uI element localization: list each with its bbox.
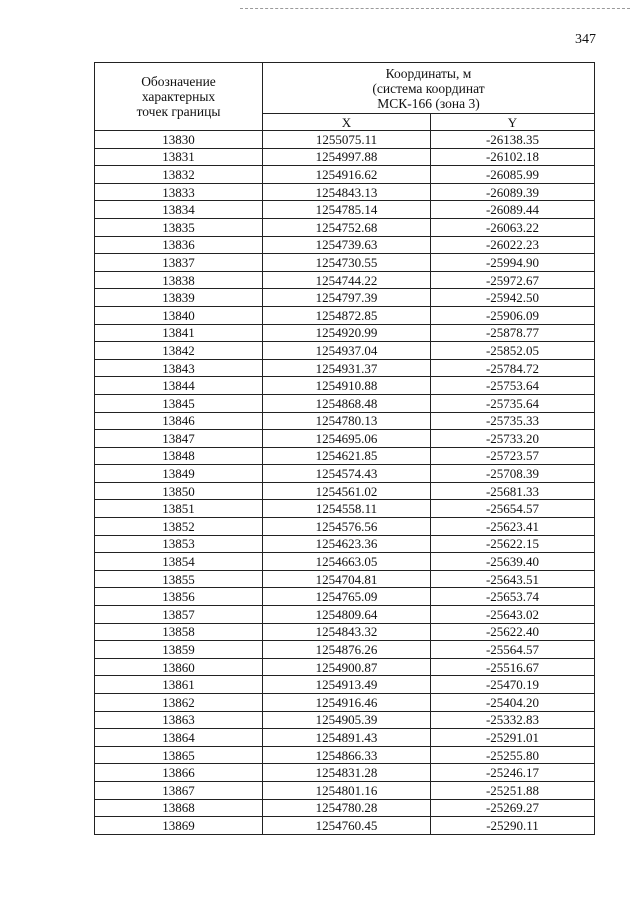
- y-coordinate-cell: -25516.67: [431, 658, 595, 676]
- x-coordinate-cell: 1254574.43: [263, 465, 431, 483]
- table-row: [95, 342, 595, 360]
- x-coordinate-cell: 1254866.33: [263, 746, 431, 764]
- table-row: [95, 236, 595, 254]
- table-row: [95, 817, 595, 835]
- point-id-header-line: точек границы: [136, 104, 221, 119]
- y-coordinate-cell: -25994.90: [431, 254, 595, 272]
- x-coordinate-cell: 1254876.26: [263, 641, 431, 659]
- y-coordinate-cell: -25784.72: [431, 359, 595, 377]
- x-coordinate-cell: 1254920.99: [263, 324, 431, 342]
- point-id-cell: 13832: [95, 166, 263, 184]
- point-id-cell: 13864: [95, 729, 263, 747]
- x-coordinate-cell: 1254785.14: [263, 201, 431, 219]
- table-row: [95, 588, 595, 606]
- header-row-top: [95, 63, 595, 114]
- y-coordinate-cell: -26102.18: [431, 148, 595, 166]
- table-row: [95, 711, 595, 729]
- y-coordinate-cell: -25622.40: [431, 623, 595, 641]
- point-id-cell: 13857: [95, 606, 263, 624]
- point-id-cell: 13844: [95, 377, 263, 395]
- point-id-cell: 13840: [95, 306, 263, 324]
- point-id-cell: 13868: [95, 799, 263, 817]
- point-id-cell: 13835: [95, 218, 263, 236]
- y-coordinate-cell: -25255.80: [431, 746, 595, 764]
- y-coordinate-cell: -25622.15: [431, 535, 595, 553]
- y-coordinate-cell: -25878.77: [431, 324, 595, 342]
- x-coordinate-cell: 1254780.28: [263, 799, 431, 817]
- point-id-cell: 13833: [95, 183, 263, 201]
- coordinates-header-line: Координаты, м: [385, 65, 472, 81]
- x-coordinate-cell: 1254913.49: [263, 676, 431, 694]
- y-coordinate-cell: -26022.23: [431, 236, 595, 254]
- y-coordinate-cell: -25653.74: [431, 588, 595, 606]
- point-id-cell: 13867: [95, 781, 263, 799]
- point-id-cell: 13866: [95, 764, 263, 782]
- y-coordinate-cell: -25290.11: [431, 817, 595, 835]
- table-row: [95, 254, 595, 272]
- y-coordinate-cell: -25623.41: [431, 518, 595, 536]
- x-coordinate-cell: 1254561.02: [263, 482, 431, 500]
- table-row: [95, 218, 595, 236]
- y-coordinate-cell: -25643.02: [431, 606, 595, 624]
- y-coordinate-cell: -26063.22: [431, 218, 595, 236]
- point-id-cell: 13852: [95, 518, 263, 536]
- x-coordinate-cell: 1255075.11: [263, 131, 431, 149]
- x-coordinate-cell: 1254868.48: [263, 394, 431, 412]
- point-id-header: [95, 63, 263, 131]
- y-coordinate-cell: -25654.57: [431, 500, 595, 518]
- table-row: [95, 799, 595, 817]
- point-id-cell: 13850: [95, 482, 263, 500]
- point-id-cell: 13863: [95, 711, 263, 729]
- x-coordinate-cell: 1254891.43: [263, 729, 431, 747]
- table-row: [95, 324, 595, 342]
- y-coordinate-cell: -25942.50: [431, 289, 595, 307]
- x-coordinate-cell: 1254744.22: [263, 271, 431, 289]
- y-coordinate-cell: -25564.57: [431, 641, 595, 659]
- y-coordinate-cell: -25735.64: [431, 394, 595, 412]
- table-row: [95, 518, 595, 536]
- table-row: [95, 729, 595, 747]
- table-row: [95, 271, 595, 289]
- point-id-cell: 13856: [95, 588, 263, 606]
- table-row: [95, 465, 595, 483]
- point-id-cell: 13831: [95, 148, 263, 166]
- point-id-cell: 13845: [95, 394, 263, 412]
- table-row: [95, 694, 595, 712]
- table-row: [95, 289, 595, 307]
- x-coordinate-cell: 1254797.39: [263, 289, 431, 307]
- x-coordinate-cell: 1254730.55: [263, 254, 431, 272]
- table-row: [95, 623, 595, 641]
- coordinates-header-line: (система координат: [372, 80, 485, 96]
- y-coordinate-cell: -25972.67: [431, 271, 595, 289]
- point-id-cell: 13846: [95, 412, 263, 430]
- table-row: [95, 535, 595, 553]
- point-id-cell: 13865: [95, 746, 263, 764]
- y-coordinate-cell: -25639.40: [431, 553, 595, 571]
- point-id-cell: 13862: [95, 694, 263, 712]
- x-coordinate-cell: 1254704.81: [263, 570, 431, 588]
- x-coordinate-cell: 1254872.85: [263, 306, 431, 324]
- x-coordinate-cell: 1254623.36: [263, 535, 431, 553]
- point-id-cell: 13839: [95, 289, 263, 307]
- x-coordinate-cell: 1254801.16: [263, 781, 431, 799]
- y-coordinate-cell: -25735.33: [431, 412, 595, 430]
- y-coordinate-cell: -25251.88: [431, 781, 595, 799]
- x-coordinate-cell: 1254780.13: [263, 412, 431, 430]
- table-row: [95, 676, 595, 694]
- table-row: [95, 606, 595, 624]
- x-coordinate-cell: 1254910.88: [263, 377, 431, 395]
- scan-top-rule: [240, 8, 630, 9]
- table-row: [95, 641, 595, 659]
- x-coordinate-cell: 1254739.63: [263, 236, 431, 254]
- coordinates-header: [263, 63, 595, 114]
- y-coordinate-cell: -25753.64: [431, 377, 595, 395]
- table-row: [95, 658, 595, 676]
- y-coordinate-cell: -26085.99: [431, 166, 595, 184]
- table-row: [95, 764, 595, 782]
- table-row: [95, 553, 595, 571]
- point-id-cell: 13841: [95, 324, 263, 342]
- y-coordinate-cell: -25733.20: [431, 430, 595, 448]
- point-id-cell: 13847: [95, 430, 263, 448]
- x-coordinate-cell: 1254937.04: [263, 342, 431, 360]
- y-coordinate-cell: -26089.39: [431, 183, 595, 201]
- x-coordinate-cell: 1254760.45: [263, 817, 431, 835]
- y-coordinate-cell: -25723.57: [431, 447, 595, 465]
- table-row: [95, 394, 595, 412]
- point-id-cell: 13834: [95, 201, 263, 219]
- y-coordinate-cell: -26138.35: [431, 131, 595, 149]
- table-row: [95, 412, 595, 430]
- table-row: [95, 570, 595, 588]
- point-id-cell: 13860: [95, 658, 263, 676]
- coordinates-table: [94, 62, 595, 835]
- x-coordinate-cell: 1254916.62: [263, 166, 431, 184]
- table-row: [95, 183, 595, 201]
- point-id-header-line: характерных: [141, 89, 216, 104]
- point-id-cell: 13848: [95, 447, 263, 465]
- table-row: [95, 166, 595, 184]
- point-id-cell: 13849: [95, 465, 263, 483]
- x-coordinate-cell: 1254663.05: [263, 553, 431, 571]
- y-coordinate-cell: -25404.20: [431, 694, 595, 712]
- x-coordinate-cell: 1254997.88: [263, 148, 431, 166]
- table-row: [95, 377, 595, 395]
- y-coordinate-cell: -25470.19: [431, 676, 595, 694]
- y-coordinate-cell: -25269.27: [431, 799, 595, 817]
- x-coordinate-cell: 1254558.11: [263, 500, 431, 518]
- point-id-cell: 13869: [95, 817, 263, 835]
- table-row: [95, 359, 595, 377]
- point-id-cell: 13859: [95, 641, 263, 659]
- table-row: [95, 500, 595, 518]
- point-id-cell: 13837: [95, 254, 263, 272]
- x-coordinate-cell: 1254621.85: [263, 447, 431, 465]
- coordinates-header-line: МСК-166 (зона 3): [377, 95, 480, 111]
- point-id-cell: 13830: [95, 131, 263, 149]
- point-id-cell: 13861: [95, 676, 263, 694]
- y-coordinate-cell: -25246.17: [431, 764, 595, 782]
- x-coordinate-cell: 1254809.64: [263, 606, 431, 624]
- y-coordinate-cell: -25332.83: [431, 711, 595, 729]
- table-row: [95, 746, 595, 764]
- x-coordinate-cell: 1254900.87: [263, 658, 431, 676]
- y-coordinate-cell: -25852.05: [431, 342, 595, 360]
- x-coordinate-cell: 1254765.09: [263, 588, 431, 606]
- x-coordinate-cell: 1254695.06: [263, 430, 431, 448]
- table-row: [95, 131, 595, 149]
- point-id-cell: 13843: [95, 359, 263, 377]
- y-coordinate-cell: -25681.33: [431, 482, 595, 500]
- table-row: [95, 148, 595, 166]
- y-coordinate-cell: -25291.01: [431, 729, 595, 747]
- table-row: [95, 306, 595, 324]
- y-column-header: Y: [431, 114, 595, 131]
- x-coordinate-cell: 1254843.13: [263, 183, 431, 201]
- table-row: [95, 781, 595, 799]
- point-id-cell: 13855: [95, 570, 263, 588]
- table-row: [95, 201, 595, 219]
- y-coordinate-cell: -25906.09: [431, 306, 595, 324]
- x-coordinate-cell: 1254931.37: [263, 359, 431, 377]
- y-coordinate-cell: -26089.44: [431, 201, 595, 219]
- x-coordinate-cell: 1254576.56: [263, 518, 431, 536]
- table-row: [95, 447, 595, 465]
- point-id-header-line: Обозначение: [141, 74, 216, 89]
- point-id-cell: 13838: [95, 271, 263, 289]
- point-id-cell: 13854: [95, 553, 263, 571]
- table-body: [95, 131, 595, 835]
- table-row: [95, 482, 595, 500]
- y-coordinate-cell: -25708.39: [431, 465, 595, 483]
- table-row: [95, 430, 595, 448]
- point-id-cell: 13851: [95, 500, 263, 518]
- table-header: [95, 63, 595, 131]
- x-coordinate-cell: 1254752.68: [263, 218, 431, 236]
- y-coordinate-cell: -25643.51: [431, 570, 595, 588]
- point-id-cell: 13842: [95, 342, 263, 360]
- x-coordinate-cell: 1254843.32: [263, 623, 431, 641]
- point-id-cell: 13858: [95, 623, 263, 641]
- page-number: 347: [575, 32, 596, 47]
- point-id-cell: 13836: [95, 236, 263, 254]
- x-column-header: X: [263, 114, 431, 131]
- x-coordinate-cell: 1254831.28: [263, 764, 431, 782]
- x-coordinate-cell: 1254905.39: [263, 711, 431, 729]
- point-id-cell: 13853: [95, 535, 263, 553]
- x-coordinate-cell: 1254916.46: [263, 694, 431, 712]
